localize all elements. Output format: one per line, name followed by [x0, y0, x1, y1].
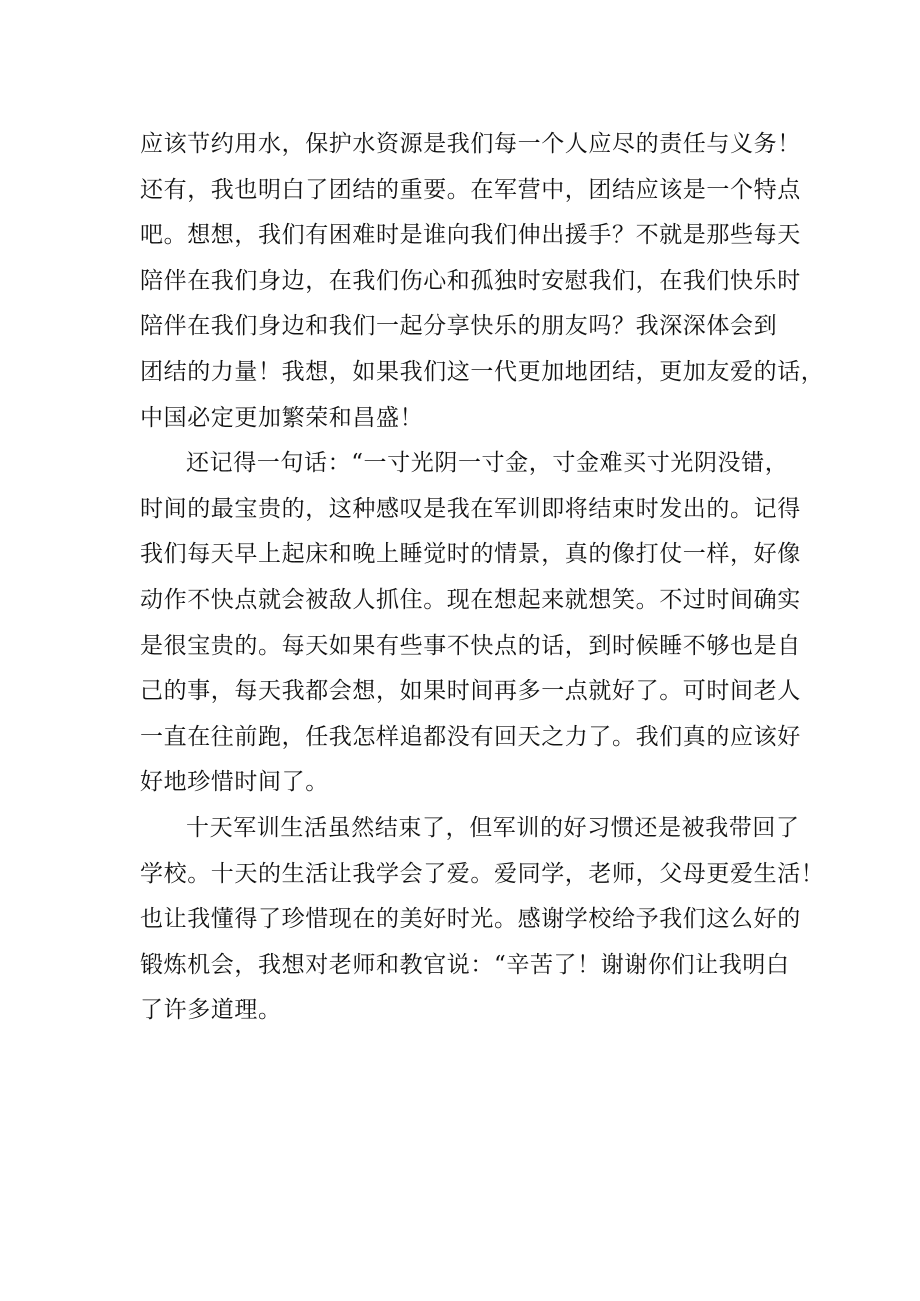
- text-line: 是很宝贵的。每天如果有些事不快点的话，到时候睡不够也是自: [140, 632, 801, 659]
- text-line: 还记得一句话：“一寸光阴一寸金，寸金难买寸光阴没错，: [186, 450, 789, 477]
- text-line: 动作不快点就会被敌人抓住。现在想起来就想笑。不过时间确实: [140, 586, 801, 613]
- text-line: 了许多道理。: [140, 997, 282, 1024]
- text-line: 学校。十天的生活让我学会了爱。爱同学，老师，父母更爱生活！: [140, 860, 825, 887]
- text-line: 陪伴在我们身边，在我们伤心和孤独时安慰我们，在我们快乐时: [140, 267, 801, 294]
- text-line: 己的事，每天我都会想，如果时间再多一点就好了。可时间老人: [140, 678, 801, 705]
- text-line: 一直在往前跑，任我怎样追都没有回天之力了。我们真的应该好: [140, 723, 801, 750]
- text-line: 好地珍惜时间了。: [140, 769, 329, 796]
- text-line: 陪伴在我们身边和我们一起分享快乐的朋友吗？我深深体会到: [140, 313, 778, 340]
- text-line: 锻炼机会，我想对老师和教官说：“辛苦了！谢谢你们让我明白: [140, 951, 790, 978]
- paragraph-2: [140, 441, 800, 806]
- text-line: 还有，我也明白了团结的重要。在军营中，团结应该是一个特点: [140, 176, 801, 203]
- document-body: [140, 122, 825, 1034]
- paragraph-1: [140, 122, 825, 441]
- text-line: 时间的最宝贵的，这种感叹是我在军训即将结束时发出的。记得: [140, 495, 801, 522]
- text-line: 吧。想想，我们有困难时是谁向我们伸出援手？不就是那些每天: [140, 222, 801, 249]
- text-line: 我们每天早上起床和晚上睡觉时的情景，真的像打仗一样，好像: [140, 541, 801, 568]
- paragraph-3: [140, 806, 825, 1034]
- text-line: 团结的力量！我想，如果我们这一代更加地团结，更加友爱的话，: [140, 358, 825, 385]
- text-line: 应该节约用水，保护水资源是我们每一个人应尽的责任与义务！: [140, 131, 801, 157]
- text-line: 十天军训生活虽然结束了，但军训的好习惯还是被我带回了: [186, 814, 800, 841]
- text-line: 也让我懂得了珍惜现在的美好时光。感谢学校给予我们这么好的: [140, 906, 801, 933]
- text-line: 中国必定更加繁荣和昌盛！: [140, 404, 424, 431]
